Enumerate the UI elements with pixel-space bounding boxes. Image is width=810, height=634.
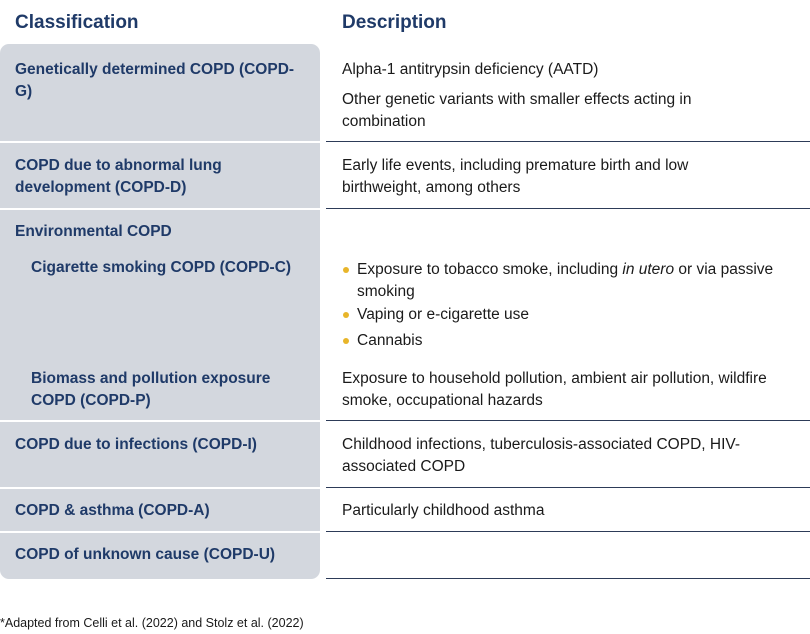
row-divider <box>326 141 810 142</box>
row-divider <box>326 531 810 532</box>
row-divider <box>0 420 320 422</box>
classification-header: Classification <box>15 12 139 33</box>
classification-copd-i: COPD due to infections (COPD-I) <box>15 436 257 453</box>
classification-copd-d: COPD due to abnormal lung development (COPD-D) <box>15 157 222 196</box>
row-divider <box>326 487 810 488</box>
classification-copd-p: Biomass and pollution exposure COPD (COPD-P) <box>31 370 271 409</box>
description-copd-a: Particularly childhood asthma <box>342 502 545 519</box>
row-divider <box>0 487 320 489</box>
bullet-tobacco-smoke: Exposure to tobacco smoke, including in utero or via passive smoking <box>342 259 792 303</box>
classification-copd-g: Genetically determined COPD (COPD-G) <box>15 61 295 100</box>
row-divider <box>0 531 320 533</box>
description-copd-d: Early life events, including premature birth and low birthweight, among others <box>342 157 689 196</box>
bullet-dot <box>343 267 349 273</box>
row-divider <box>326 208 810 209</box>
bullet-vaping: Vaping or e-cigarette use <box>342 304 792 326</box>
classification-environmental: Environmental COPD <box>15 223 172 240</box>
bullet-cannabis: Cannabis <box>342 330 792 352</box>
bullet-dot <box>343 312 349 318</box>
row-divider <box>0 208 320 210</box>
row-divider <box>326 420 810 421</box>
row-divider <box>326 578 810 579</box>
bullet-dot <box>343 338 349 344</box>
classification-column-background <box>0 44 320 579</box>
classification-copd-c: Cigarette smoking COPD (COPD-C) <box>31 259 292 276</box>
row-divider <box>0 141 320 143</box>
description-copd-g-variants: Other genetic variants with smaller effects acting in combination <box>342 91 692 130</box>
description-header: Description <box>342 12 447 33</box>
classification-copd-a: COPD & asthma (COPD-A) <box>15 502 210 519</box>
description-copd-g-aatd: Alpha-1 antitrypsin deficiency (AATD) <box>342 61 599 78</box>
description-copd-i: Childhood infections, tuberculosis-associated COPD, HIV-associated COPD <box>342 436 741 475</box>
footnote: *Adapted from Celli et al. (2022) and Stolz et al. (2022) <box>0 616 304 630</box>
classification-copd-u: COPD of unknown cause (COPD-U) <box>15 546 276 563</box>
description-copd-p: Exposure to household pollution, ambient air pollution, wildfire smoke, occupational hazards <box>342 370 767 409</box>
